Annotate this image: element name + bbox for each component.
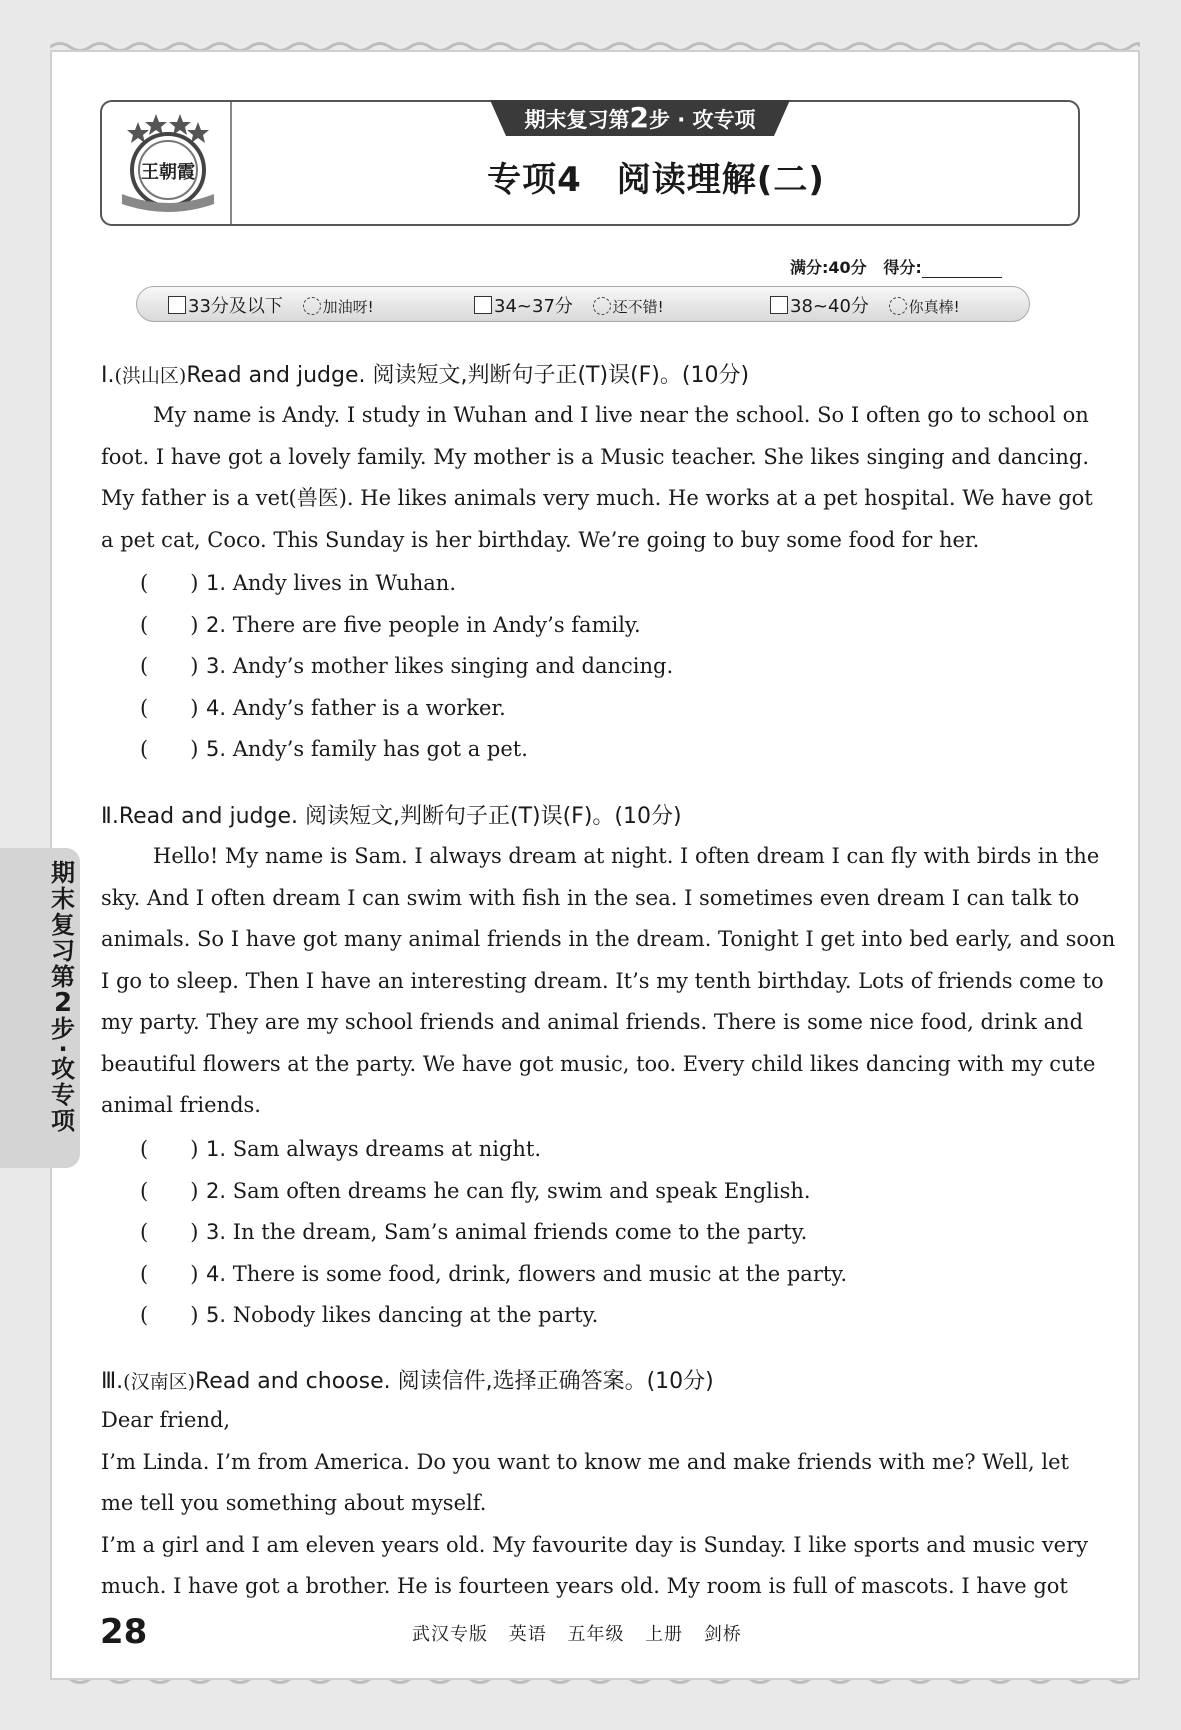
full-score: 满分:40分 — [790, 258, 867, 277]
logo — [118, 108, 218, 218]
smiley-icon — [303, 297, 321, 315]
smiley-icon — [889, 297, 907, 315]
step-label — [490, 100, 790, 136]
question-2-4: ( ) 4. There is some food, drink, flowers and music at the party. — [140, 1262, 848, 1286]
side-tab-text: 期 末 复 习 第 2 步 · 攻 专 项 — [51, 859, 75, 1135]
section-1-passage: My name is Andy. I study in Wuhan and I live near the school. So I often go to school on foot. I have got a lovely family. My mother is a Music teacher. She likes singing and dancing. My father is a vet(兽医). He likes animals very much. He works at a pet hospital. We have got a pet cat, Coco. This Sunday is her birthday. We’re going to buy some food for her. — [101, 403, 1093, 552]
section-2-passage: Hello! My name is Sam. I always dream at night. I often dream I can fly with birds in the sky. And I often dream I can swim with fish in the sea. I sometimes even dream I can talk to animals. So I have got many animal friends in the dream. Tonight I get into bed early, and soon I go to sleep. Then I have an interesting dream. It’s my tenth birthday. Lots of friends come to my party. They are my school friends and animal friends. There is some nice food, drink and beautiful flowers at the party. We have got music, too. Every child likes dancing with my cute animal friends. — [101, 844, 1116, 1117]
score-line — [790, 255, 1002, 278]
question-2-3: ( ) 3. In the dream, Sam’s animal friends come to the party. — [140, 1220, 808, 1244]
rating-item-high: 38~40分 你真棒! — [770, 292, 960, 318]
question-2-2: ( ) 2. Sam often dreams he can fly, swim and speak English. — [140, 1179, 811, 1203]
step-suffix: 步 · 攻专项 — [648, 108, 756, 132]
smiley-icon — [593, 297, 611, 315]
logo-text: 王朝霞 — [141, 162, 195, 183]
question-1-4: ( ) 4. Andy’s father is a worker. — [140, 696, 506, 720]
footer-text: 武汉专版 英语 五年级 上册 剑桥 — [412, 1624, 742, 1645]
section-2-heading: Ⅱ.Read and judge. 阅读短文,判断句子正(T)误(F)。(10分) — [101, 804, 682, 829]
question-2-5: ( ) 5. Nobody likes dancing at the party. — [140, 1303, 599, 1327]
checkbox-high[interactable] — [770, 296, 788, 314]
section-1-heading: Ⅰ.(洪山区)Read and judge. 阅读短文,判断句子正(T)误(F)。(10分) — [101, 363, 750, 388]
page-number: 28 — [100, 1612, 148, 1652]
checkbox-mid[interactable] — [474, 296, 492, 314]
score-blank[interactable] — [922, 261, 1002, 278]
score-label: 得分: — [883, 258, 922, 277]
checkbox-low[interactable] — [168, 296, 186, 314]
question-1-1: ( ) 1. Andy lives in Wuhan. — [140, 571, 457, 595]
step-number: 2 — [629, 101, 649, 134]
question-1-3: ( ) 3. Andy’s mother likes singing and dancing. — [140, 654, 674, 678]
question-1-2: ( ) 2. There are five people in Andy’s family. — [140, 613, 641, 637]
section-3-heading: Ⅲ.(汉南区)Read and choose. 阅读信件,选择正确答案。(10分) — [101, 1369, 714, 1394]
question-2-1: ( ) 1. Sam always dreams at night. — [140, 1137, 542, 1161]
page-title: 专项4 阅读理解(二) — [487, 160, 825, 200]
step-prefix: 期末复习第 — [524, 108, 630, 132]
rating-item-low: 33分及以下 加油呀! — [168, 292, 374, 318]
rating-item-mid: 34~37分 还不错! — [474, 292, 664, 318]
question-1-5: ( ) 5. Andy’s family has got a pet. — [140, 737, 528, 761]
section-3-letter: Dear friend, I’m Linda. I’m from America. Do you want to know me and make friends with me? Well, let me tell you something about myself. I’m a girl and I am eleven years old. My favourite day is Sunday. I like sports and music very much. I have got a brother. He is fourteen years old. My room is full of mascots. I have got — [101, 1408, 1089, 1598]
